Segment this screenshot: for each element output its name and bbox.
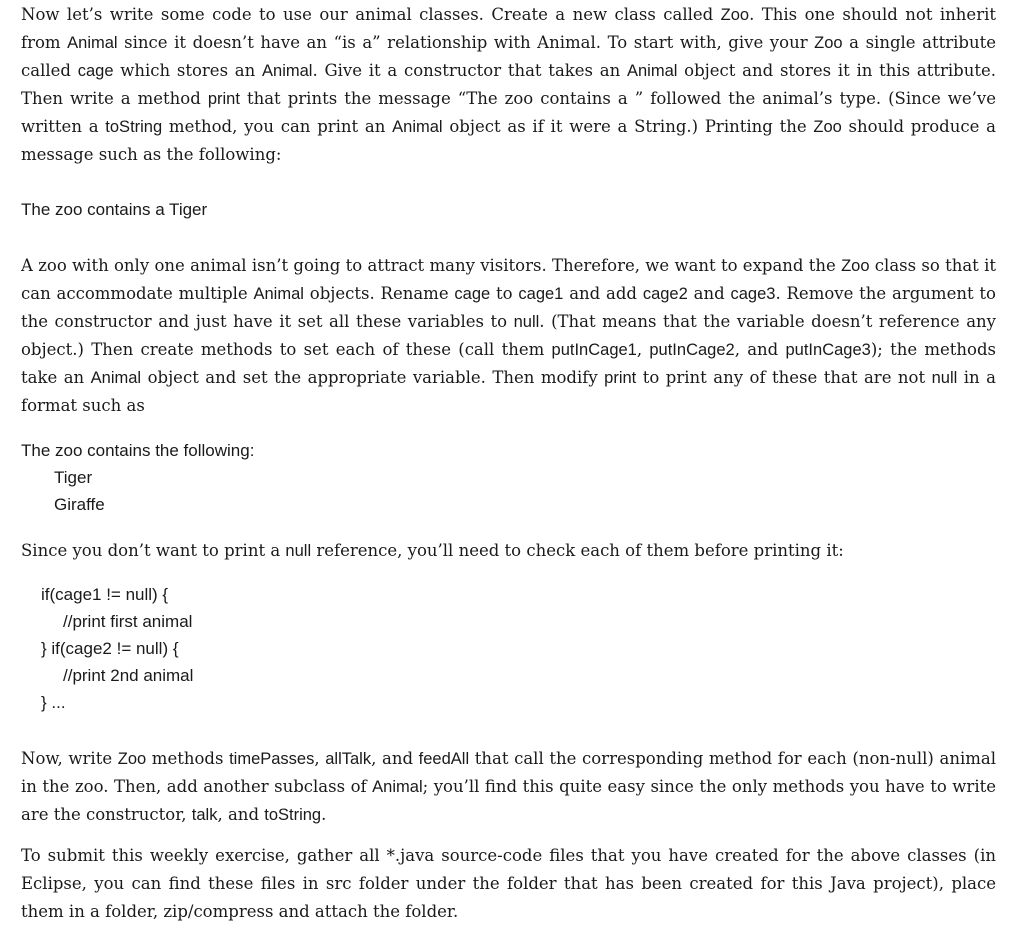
code-term: putInCage1 — [551, 341, 637, 359]
code-term: feedAll — [418, 750, 470, 768]
code-term: putInCage3 — [785, 341, 871, 359]
code-term: Zoo — [720, 6, 750, 24]
text-run: in a format such as — [21, 368, 996, 415]
zoo-methods-paragraph — [21, 745, 996, 829]
example-heading: The zoo contains the following: — [21, 441, 255, 460]
text-run: methods — [146, 749, 230, 768]
text-run: , — [314, 749, 326, 768]
text-run: to print any of these that are not — [636, 368, 932, 387]
example-output-multiple — [21, 437, 254, 518]
code-term: putInCage2 — [649, 341, 735, 359]
text-run: . Give it a constructor that takes an — [312, 61, 627, 80]
code-term: cage2 — [642, 285, 688, 303]
code-term: null — [931, 369, 958, 387]
text-run: , — [636, 340, 650, 359]
code-term: cage1 — [518, 285, 564, 303]
code-term: null — [285, 542, 312, 560]
text-run: class so that it can accommodate multiple — [21, 256, 996, 303]
example-item: Tiger — [54, 468, 93, 487]
text-run: since it doesn’t have an “is a” relationship with Animal. To start with, give your — [117, 33, 815, 52]
code-line: } if(cage2 != null) { — [41, 639, 179, 658]
text-run: Since you don’t want to print a — [21, 541, 286, 560]
text-run: object as if it were a String.) Printing the — [442, 117, 814, 136]
submission-paragraph: To submit this weekly exercise, gather all *.java source-code files that you have created for the above classes (in Eclipse, you can find these files in src folder under the folder that has been created for this Java project), place them in a folder, zip/compress and attach the folder. — [21, 846, 996, 921]
text-run: Now let’s write some code to use our animal classes. Create a new class called — [21, 5, 721, 24]
code-term: Zoo — [813, 118, 842, 136]
text-run: ); the methods take an — [21, 340, 997, 387]
text-run: a single attribute called — [21, 33, 996, 80]
code-term: print — [207, 90, 240, 108]
code-term: Animal — [372, 778, 423, 796]
text-run: . Remove the argument to the constructor and just have it set all these variables to — [21, 284, 996, 331]
code-snippet — [21, 581, 193, 716]
code-line: //print 2nd animal — [63, 666, 194, 685]
code-line: if(cage1 != null) { — [41, 585, 169, 604]
text-run: to — [490, 284, 519, 303]
text-run: object and stores it in this attribute. Then write a method — [21, 61, 996, 108]
text-run: that prints the message “The zoo contains a ” followed the animal’s type. (Since we’ve written a — [21, 89, 997, 136]
text-run: and add — [563, 284, 643, 303]
null-check-paragraph — [21, 537, 844, 565]
code-term: null — [513, 313, 540, 331]
code-term: Zoo — [841, 257, 870, 275]
code-term: cage — [77, 62, 114, 80]
code-term: toString — [105, 118, 163, 136]
example-output-single: The zoo contains a Tiger — [21, 200, 208, 219]
intro-paragraph — [21, 1, 996, 169]
code-term: cage3 — [730, 285, 776, 303]
text-run: Now, write — [21, 749, 118, 768]
text-run: ; you’ll find this quite easy since the only methods you have to write are the constructor, — [21, 777, 996, 824]
text-run: A zoo with only one animal isn’t going to attract many visitors. Therefore, we want to expand the — [21, 256, 842, 275]
code-line: //print first animal — [63, 612, 193, 631]
expand-zoo-paragraph — [21, 252, 996, 420]
text-run: object and set the appropriate variable. Then modify — [141, 368, 605, 387]
text-run: , and — [734, 340, 786, 359]
code-term: Animal — [90, 369, 142, 387]
text-run: which stores an — [113, 61, 263, 80]
text-run: objects. Rename — [303, 284, 455, 303]
code-term: talk — [191, 806, 218, 824]
code-term: Animal — [253, 285, 304, 303]
text-run: . — [321, 805, 327, 824]
code-term: cage — [454, 285, 491, 303]
code-term: toString — [264, 806, 322, 824]
code-line: } ... — [41, 693, 66, 712]
code-term: print — [604, 369, 637, 387]
text-run: should produce a message such as the following: — [21, 117, 996, 164]
code-term: Animal — [626, 62, 678, 80]
text-run: and — [687, 284, 731, 303]
text-run: . (That means that the variable doesn’t reference any object.) Then create methods to set each of these (call them — [21, 312, 997, 359]
code-term: timePasses — [229, 750, 315, 768]
example-item: Giraffe — [54, 495, 105, 514]
text-run: , and — [371, 749, 419, 768]
code-term: Animal — [392, 118, 443, 136]
text-run: method, you can print an — [162, 117, 393, 136]
code-term: Zoo — [814, 34, 843, 52]
text-run: reference, you’ll need to check each of them before printing it: — [311, 541, 844, 560]
code-term: Zoo — [117, 750, 147, 768]
code-term: Animal — [67, 34, 118, 52]
text-run: , and — [217, 805, 265, 824]
text-run: that call the corresponding method for each (non-null) animal in the zoo. Then, add another subclass of — [21, 749, 997, 796]
code-term: Animal — [262, 62, 313, 80]
code-term: allTalk — [325, 750, 372, 768]
text-run: . This one should not inherit from — [21, 5, 996, 52]
